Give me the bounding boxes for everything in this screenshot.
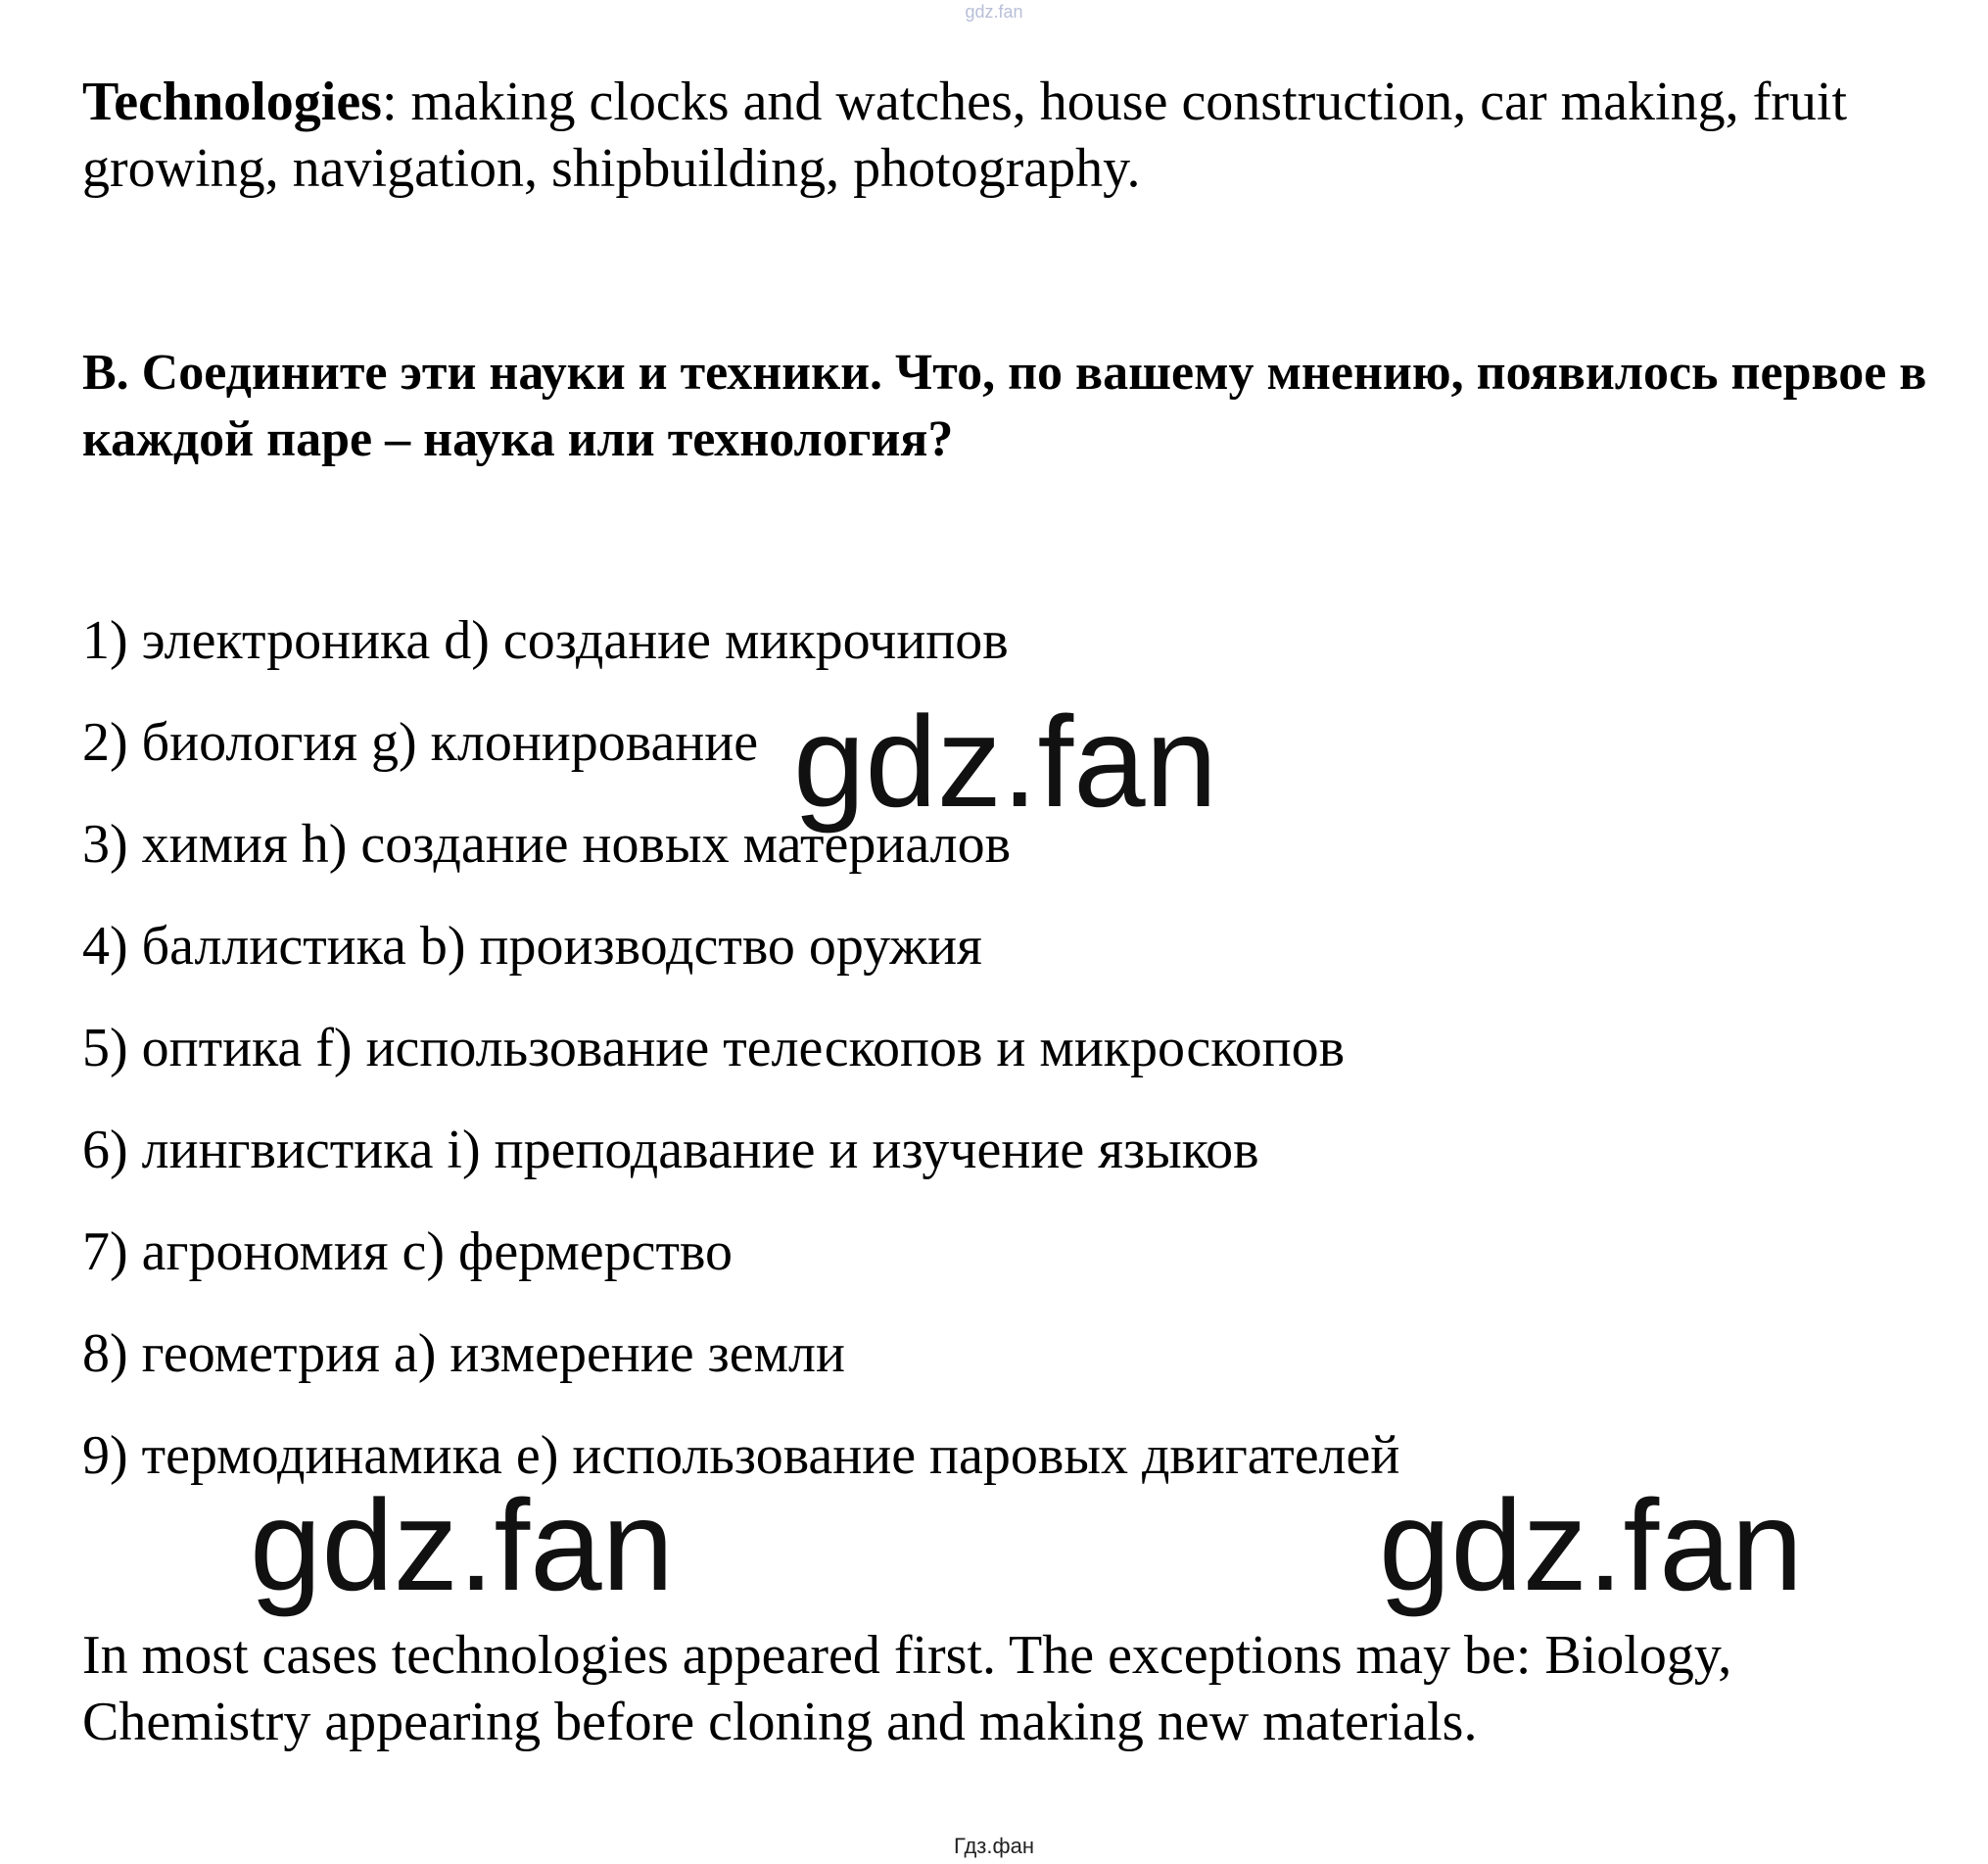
- list-item: 1) электроника d) создание микрочипов: [82, 610, 1009, 671]
- watermark: gdz.fan: [250, 1473, 674, 1617]
- technologies-paragraph: [82, 69, 1963, 202]
- watermark: gdz.fan: [1379, 1473, 1803, 1617]
- list-item: 8) геометрия a) измерение земли: [82, 1323, 845, 1384]
- list-item: 5) оптика f) использование телескопов и микроскопов: [82, 1018, 1346, 1078]
- list-item: 7) агрономия c) фермерство: [82, 1221, 734, 1282]
- list-item: 9) термодинамика e) использование паровых двигателей: [82, 1425, 1400, 1486]
- section-b-heading: B. Соедините эти науки и техники. Что, по вашему мнению, появилось первое в каждой паре – наука или технология?: [82, 345, 1927, 467]
- list-item: 4) баллистика b) производство оружия: [82, 916, 982, 977]
- list-item: 6) лингвистика i) преподавание и изучение языков: [82, 1120, 1259, 1180]
- technologies-text: : making clocks and watches, house construction, car making, fruit growing, navigation, shipbuilding, photography.: [82, 72, 1848, 199]
- list-item: 2) биология g) клонирование: [82, 712, 759, 773]
- top-watermark: gdz.fan: [965, 2, 1023, 22]
- footer-watermark: Гдз.фан: [954, 1834, 1034, 1858]
- watermark: gdz.fan: [793, 690, 1217, 834]
- technologies-label: Technologies: [82, 72, 382, 132]
- answer-paragraph: In most cases technologies appeared first. The exceptions may be: Biology, Chemistry appearing before cloning and making new materials.: [82, 1625, 1732, 1752]
- list-item: 3) химия h) создание новых материалов: [82, 814, 1012, 875]
